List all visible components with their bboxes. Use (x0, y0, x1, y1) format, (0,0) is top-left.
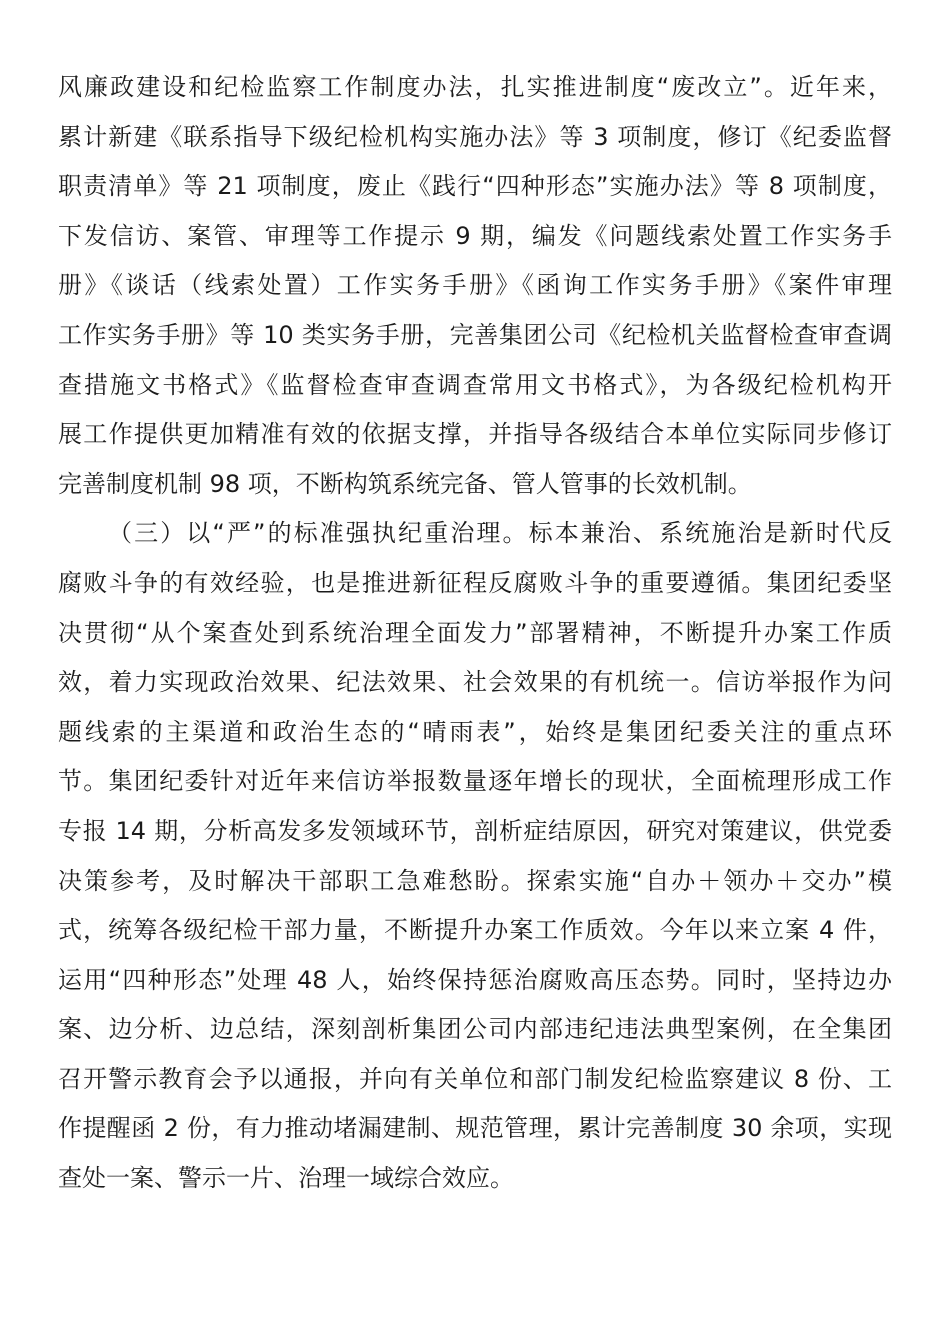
text-line: 累计新建《联系指导下级纪检机构实施办法》等 3 项制度，修订《纪委监督 (58, 122, 892, 151)
text-line: 节。集团纪委针对近年来信访举报数量逐年增长的现状，全面梳理形成工作 (58, 767, 892, 796)
text-line: 完善制度机制 98 项，不断构筑系统完备、管人管事的长效机制。 (58, 469, 752, 498)
text-line: 专报 14 期，分析高发多发领域环节，剖析症结原因，研究对策建议，供党委 (58, 816, 892, 845)
text-line: 风廉政建设和纪检监察工作制度办法，扎实推进制度“废改立”。近年来， (58, 73, 892, 101)
text-line: 决贯彻“从个案查处到系统治理全面发力”部署精神，不断提升办案工作质 (58, 618, 892, 647)
text-line: 题线索的主渠道和政治生态的“晴雨表”，始终是集团纪委关注的重点环 (58, 717, 892, 746)
paragraph-strict-discipline (58, 509, 892, 1203)
text-line: 腐败斗争的有效经验，也是推进新征程反腐败斗争的重要遵循。集团纪委坚 (58, 568, 892, 597)
text-line: 决策参考，及时解决干部职工急难愁盼。探索实施“自办＋领办＋交办”模 (58, 866, 892, 895)
text-line: 案、边分析、边总结，深刻剖析集团公司内部违纪违法典型案例，在全集团 (58, 1015, 892, 1044)
text-line: 式，统筹各级纪检干部力量，不断提升办案工作质效。今年以来立案 4 件， (58, 916, 892, 945)
text-line: 职责清单》等 21 项制度，废止《践行“四种形态”实施办法》等 8 项制度， (58, 172, 892, 201)
text-line: 作提醒函 2 份，有力推动堵漏建制、规范管理，累计完善制度 30 余项，实现 (58, 1114, 892, 1143)
document-body (58, 63, 892, 1204)
text-line: 展工作提供更加精准有效的依据支撑，并指导各级结合本单位实际同步修订 (58, 420, 892, 449)
text-line: 册》《谈话（线索处置）工作实务手册》《函询工作实务手册》《案件审理 (58, 271, 892, 300)
text-line: 效，着力实现政治效果、纪法效果、社会效果的有机统一。信访举报作为问 (58, 668, 892, 697)
text-line: 工作实务手册》等 10 类实务手册，完善集团公司《纪检机关监督检查审查调 (58, 320, 892, 349)
text-line: 运用“四种形态”处理 48 人，始终保持惩治腐败高压态势。同时，坚持边办 (58, 965, 892, 994)
paragraph-institutional-reform (58, 63, 892, 509)
text-line: 查处一案、警示一片、治理一域综合效应。 (58, 1164, 514, 1193)
text-line: 查措施文书格式》《监督检查审查调查常用文书格式》，为各级纪检机构开 (58, 370, 892, 399)
text-line: 下发信访、案管、审理等工作提示 9 期，编发《问题线索处置工作实务手 (58, 221, 892, 250)
text-line: 召开警示教育会予以通报，并向有关单位和部门制发纪检监察建议 8 份、工 (58, 1064, 892, 1093)
section-heading-line: （三）以“严”的标准强执纪重治理。标本兼治、系统施治是新时代反 (108, 519, 892, 548)
